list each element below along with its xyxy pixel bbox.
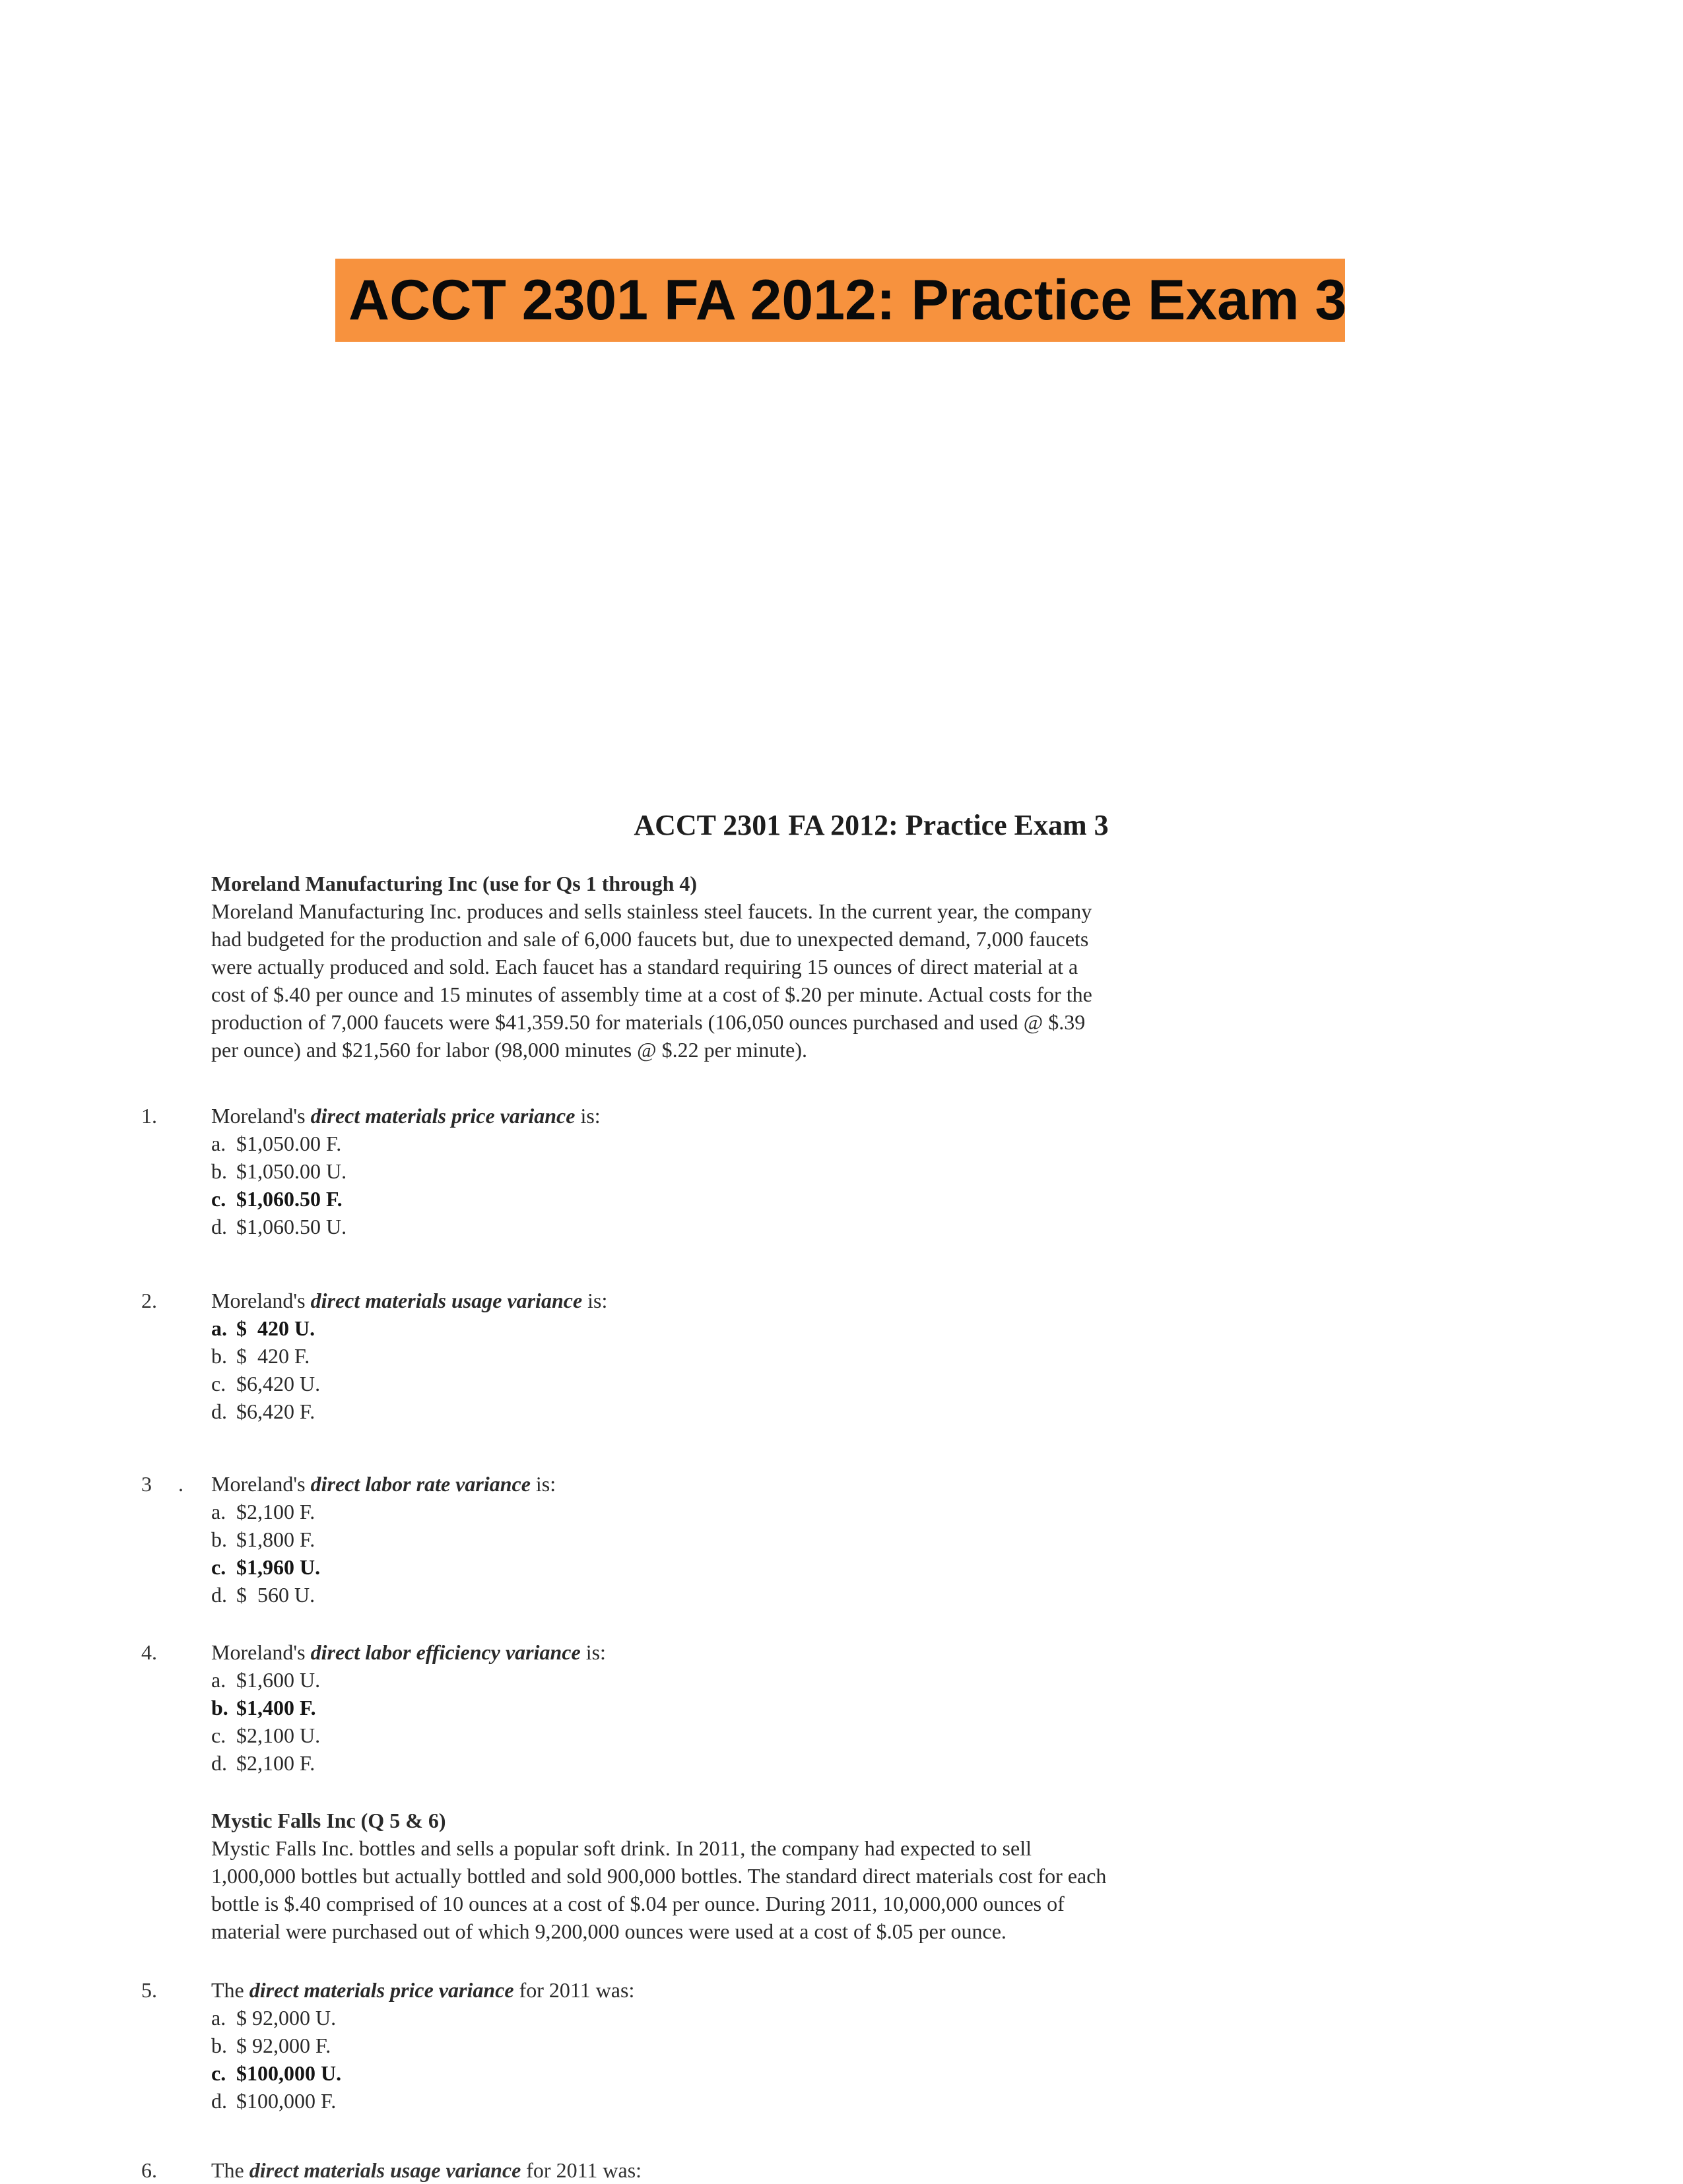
question-stem: [211, 1287, 607, 1314]
case-heading: Mystic Falls Inc (Q 5 & 6): [211, 1809, 446, 1832]
option-letter: b.: [211, 1696, 228, 1719]
option-text: $ 92,000 F.: [236, 2034, 331, 2057]
answer-option: [211, 1581, 320, 1609]
option-text: $6,420 F.: [236, 1399, 315, 1423]
option-text: $ 420 F.: [236, 1344, 310, 1368]
option-letter: b.: [211, 1344, 227, 1368]
stem-emphasis: direct materials price variance: [310, 1104, 576, 1128]
stem-emphasis: direct materials usage variance: [249, 2158, 521, 2182]
option-text: $6,420 U.: [236, 1372, 321, 1396]
question-number: 3 .: [141, 1472, 183, 1496]
option-letter: b.: [211, 1527, 227, 1551]
answer-option-correct: [211, 1553, 320, 1581]
stem-emphasis: direct labor efficiency variance: [310, 1640, 581, 1664]
option-letter: a.: [211, 2006, 226, 2030]
option-text: $ 92,000 U.: [236, 2006, 337, 2030]
option-letter: a.: [211, 1316, 227, 1340]
option-text: $1,050.00 F.: [236, 1132, 342, 1155]
document-title: ACCT 2301 FA 2012: Practice Exam 3: [634, 809, 1109, 841]
stem-emphasis: direct materials price variance: [249, 1978, 514, 2002]
question-number: 2.: [141, 1289, 157, 1312]
option-letter: d.: [211, 1215, 227, 1238]
question-number: 4.: [141, 1640, 157, 1664]
option-text: $1,060.50 U.: [236, 1215, 347, 1238]
option-text: $2,100 F.: [236, 1751, 315, 1775]
stem-text: Moreland's: [211, 1289, 311, 1312]
case-text-line: bottle is $.40 comprised of 10 ounces at a cost of $.04 per ounce. During 2011, 10,000,000 ounces of: [211, 1892, 1065, 1915]
answer-option-correct: [211, 1314, 320, 1342]
case-mystic-falls: [211, 1807, 1267, 1945]
option-text: $1,960 U.: [236, 1555, 321, 1579]
stem-text: for 2011 was:: [521, 2158, 642, 2182]
stem-text: Moreland's: [211, 1104, 311, 1128]
answer-option: [211, 1157, 346, 1185]
stem-text: Moreland's: [211, 1640, 311, 1664]
case-moreland: [211, 870, 1267, 1064]
case-text-line: were actually produced and sold. Each faucet has a standard requiring 15 ounces of direct material at a: [211, 955, 1078, 979]
case-text-line: Mystic Falls Inc. bottles and sells a popular soft drink. In 2011, the company had expected to sell: [211, 1836, 1032, 1860]
title-banner: [335, 259, 1345, 342]
stem-text: is:: [582, 1289, 608, 1312]
option-letter: c.: [211, 2061, 226, 2085]
answer-option: [211, 1749, 320, 1777]
answer-option: [211, 2087, 341, 2115]
option-text: $1,050.00 U.: [236, 1159, 347, 1183]
option-letter: c.: [211, 1372, 226, 1396]
case-text-line: Moreland Manufacturing Inc. produces and sells stainless steel faucets. In the current year, the company: [211, 899, 1092, 923]
case-text-line: had budgeted for the production and sale of 6,000 faucets but, due to unexpected demand, 7,000 faucets: [211, 927, 1089, 951]
option-letter: a.: [211, 1132, 226, 1155]
case-heading: Moreland Manufacturing Inc (use for Qs 1 through 4): [211, 872, 698, 895]
stem-emphasis: direct materials usage variance: [310, 1289, 583, 1312]
answer-option: [211, 2004, 341, 2032]
answer-option: [211, 1342, 320, 1370]
answer-option: [211, 1130, 346, 1157]
question-stem: [211, 1638, 606, 1666]
option-letter: a.: [211, 1500, 226, 1524]
answer-option-correct: [211, 1185, 346, 1213]
stem-text: is:: [580, 1640, 606, 1664]
option-letter: b.: [211, 1159, 227, 1183]
question-stem: [211, 1470, 556, 1498]
option-letter: d.: [211, 2089, 227, 2113]
stem-text: The: [211, 2158, 249, 2182]
stem-text: is:: [530, 1472, 556, 1496]
option-text: $100,000 U.: [236, 2061, 342, 2085]
case-text-line: 1,000,000 bottles but actually bottled and sold 900,000 bottles. The standard direct materials cost for each: [211, 1864, 1107, 1888]
option-letter: b.: [211, 2034, 227, 2057]
option-text: $100,000 F.: [236, 2089, 337, 2113]
option-text: $1,800 F.: [236, 1527, 315, 1551]
option-letter: c.: [211, 1187, 226, 1211]
question-stem: [211, 1976, 634, 2004]
option-letter: d.: [211, 1399, 227, 1423]
option-text: $1,600 U.: [236, 1668, 321, 1692]
answer-option: [211, 1397, 320, 1425]
question-number: 1.: [141, 1104, 157, 1128]
answer-option: [211, 1666, 320, 1694]
answer-option: [211, 1498, 320, 1526]
banner-title: ACCT 2301 FA 2012: Practice Exam 3: [348, 268, 1347, 332]
option-letter: d.: [211, 1583, 227, 1607]
stem-text: for 2011 was:: [513, 1978, 635, 2002]
option-letter: a.: [211, 1668, 226, 1692]
option-text: $1,060.50 F.: [236, 1187, 343, 1211]
option-text: $2,100 U.: [236, 1723, 321, 1747]
option-text: $ 420 U.: [236, 1316, 315, 1340]
option-letter: c.: [211, 1555, 226, 1579]
answer-option-correct: [211, 1694, 320, 1721]
option-letter: c.: [211, 1723, 226, 1747]
stem-text: is:: [575, 1104, 601, 1128]
answer-option: [211, 1213, 346, 1240]
stem-text: Moreland's: [211, 1472, 311, 1496]
option-text: $1,400 F.: [236, 1696, 316, 1719]
case-text-line: per ounce) and $21,560 for labor (98,000 minutes @ $.22 per minute).: [211, 1038, 808, 1062]
option-text: $ 560 U.: [236, 1583, 315, 1607]
question-number: 5.: [141, 1978, 157, 2002]
answer-option: [211, 1721, 320, 1749]
answer-option-correct: [211, 2059, 341, 2087]
case-text-line: production of 7,000 faucets were $41,359.50 for materials (106,050 ounces purchased and used @ $.39: [211, 1010, 1086, 1034]
answer-option: [211, 1370, 320, 1397]
stem-emphasis: direct labor rate variance: [310, 1472, 531, 1496]
answer-option: [211, 2032, 341, 2059]
case-text-line: material were purchased out of which 9,200,000 ounces were used at a cost of $.05 per ounce.: [211, 1919, 1006, 1943]
answer-option: [211, 1526, 320, 1553]
question-6-partial: [141, 2156, 642, 2184]
stem-text: The: [211, 1978, 249, 2002]
option-text: $2,100 F.: [236, 1500, 315, 1524]
question-stem: [211, 1102, 601, 1130]
option-letter: d.: [211, 1751, 227, 1775]
question-number: 6.: [141, 2158, 157, 2182]
case-text-line: cost of $.40 per ounce and 15 minutes of assembly time at a cost of $.20 per minute. Actual costs for the: [211, 982, 1092, 1006]
